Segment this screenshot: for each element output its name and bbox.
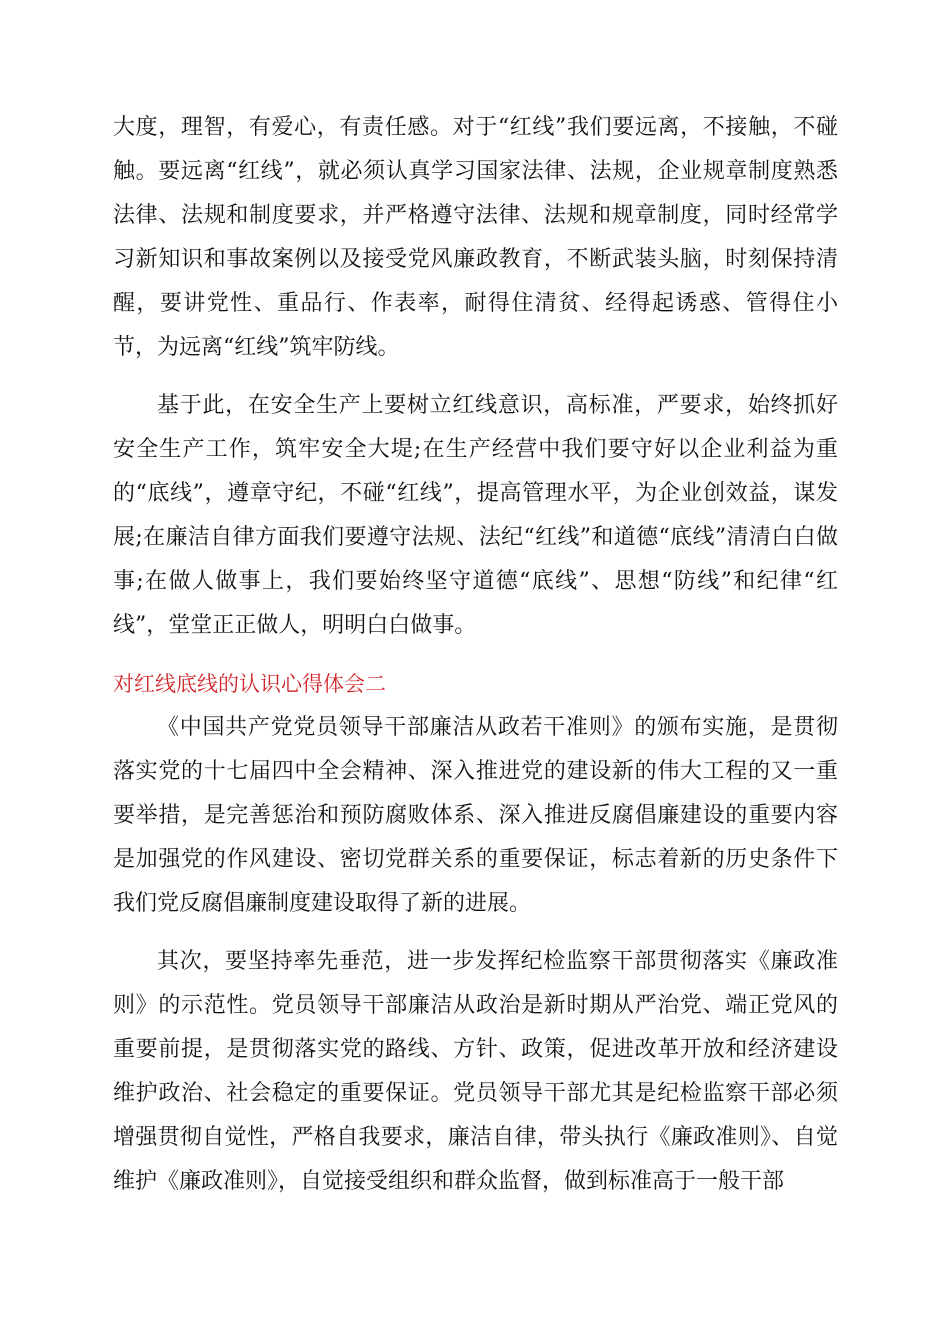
paragraph-integrity-guidelines: 《中国共产党党员领导干部廉洁从政若干准则》的颁布实施，是贯彻落实党的十七届四中全会精神、深入推进党的建设新的伟大工程的又一重要举措，是完善惩治和预防腐败体系、深入推进反腐倡廉建设的重要内容是加强党的作风建设、密切党群关系的重要保证，标志着新的历史条件下我们党反腐倡廉制度建设取得了新的进展。 <box>113 715 838 916</box>
document-body <box>113 106 838 1204</box>
paragraph-responsibility-red-line: 大度，理智，有爱心，有责任感。对于“红线”我们要远离，不接触，不碰触。要远离“红线”，就必须认真学习国家法律、法规，企业规章制度熟悉法律、法规和制度要求，并严格遵守法律、法规和规章制度，同时经常学习新知识和事故案例以及接受党风廉政教育，不断武装头脑，时刻保持清醒，要讲党性、重品行、作表率，耐得住清贫、经得起诱惑、管得住小节，为远离“红线”筑牢防线。 <box>113 115 838 360</box>
paragraph-lead-by-example: 其次，要坚持率先垂范，进一步发挥纪检监察干部贯彻落实《廉政准则》的示范性。党员领导干部廉洁从政治是新时期从严治党、端正党风的重要前提，是贯彻落实党的路线、方针、政策，促进改革开放和经济建设维护政治、社会稳定的重要保证。党员领导干部尤其是纪检监察干部必须增强贯彻自觉性，严格自我要求，廉洁自律，带头执行《廉政准则》、自觉维护《廉政准则》，自觉接受组织和群众监督，做到标准高于一般干部 <box>113 949 838 1194</box>
section-heading: 对红线底线的认识心得体会二 <box>113 672 386 696</box>
paragraph-safety-production: 基于此，在安全生产上要树立红线意识，高标准，严要求，始终抓好安全生产工作，筑牢安全大堤;在生产经营中我们要守好以企业利益为重的“底线”，遵章守纪，不碰“红线”，提高管理水平，为企业创效益，谋发展;在廉洁自律方面我们要遵守法规、法纪“红线”和道德“底线”清清白白做事;在做人做事上，我们要始终坚守道德“底线”、思想“防线”和纪律“红线”，堂堂正正做人，明明白白做事。 <box>113 393 838 638</box>
